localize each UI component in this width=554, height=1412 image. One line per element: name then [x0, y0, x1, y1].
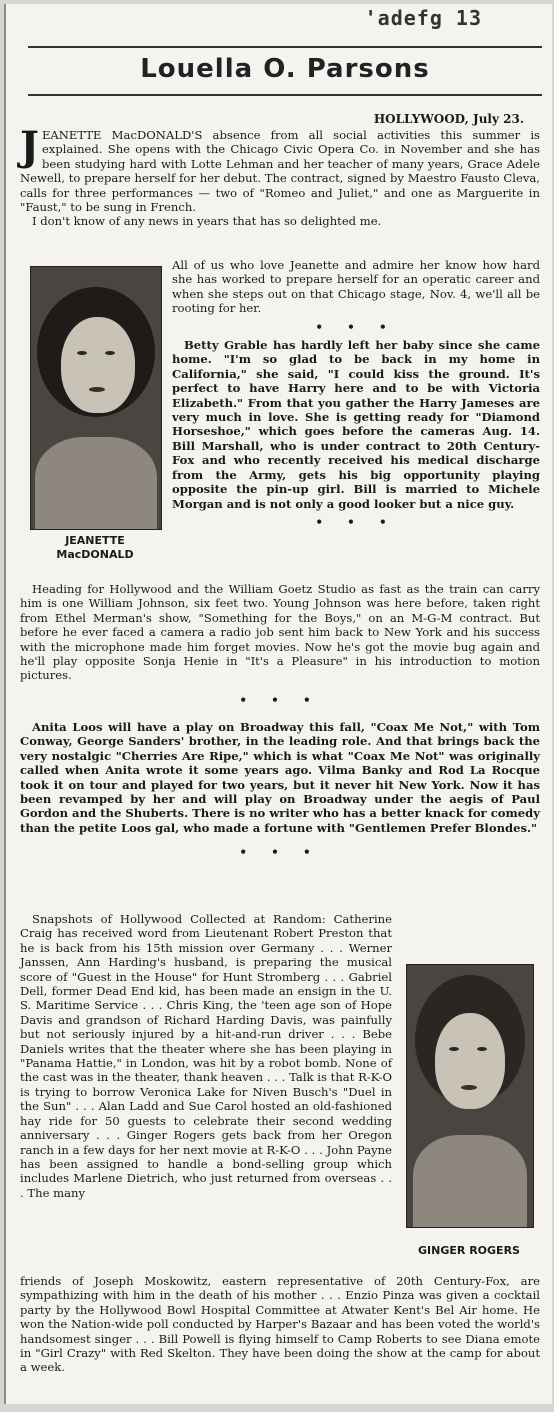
intro-paragraph-2a: I don't know of any news in years that has so delighted me. [32, 214, 382, 229]
loos-paragraph: Anita Loos will have a play on Broadway this fall, "Coax Me Not," with Tom Conway, George Sanders' brother, in the leading role. And that brings back the very nostalgic "Cherries Are Ripe," which is what "Coax Me Not" was originally called when Anita wrote it some years ago. Vilma Banky and Rod La Rocque took it on tour and played for two years, but it never hit New York. Now it has been revamped by her and will play on Broadway under the aegis of Paul Gordon and the Shuberts. There is no writer who has a better knack for comedy than the petite Loos gal, who made a fortune with "Gentlemen Prefer Blondes." [20, 720, 540, 835]
headline-rule [28, 94, 542, 96]
snapshots-continued [20, 1274, 540, 1375]
intro-section [20, 123, 540, 229]
loos-section [20, 720, 540, 864]
grable-paragraph: Betty Grable has hardly left her baby since she came home. "I'm so glad to be back in my home in California," she said, "I could kiss the ground. It's perfect to have Harry here and to be with Victoria Elizabeth." From that you gather the Harry Jameses are very much in love. She is getting ready for "Diamond Horseshoe," which goes before the cameras Aug. 14. Bill Marshall, who is under contract to 20th Century-Fox and who recently received his medical discharge from the Army, gets his big opportunity playing opposite the pin-up girl. Bill is married to Michele Morgan and is not only a good looker but a nice guy. [172, 338, 540, 511]
ginger-rogers-photo [406, 964, 534, 1228]
johnson-section [20, 582, 540, 711]
snapshots-paragraph: Snapshots of Hollywood Collected at Random: Catherine Craig has received word from Lieutenant Robert Preston that he is back from his 15th mission over Germany . . . Werner Janssen, Ann Harding's husband, is preparing the musical score of "Guest in the House" for Hunt Stromberg . . . Gabriel Dell, former Dead End kid, has been made an ensign in the U. S. Maritime Service . . . Chris King, the 'teen age son of Hope Davis and grandson of Richard Harding Davis, was painfully but not seriously injured by a hit-and-run driver . . . Bebe Daniels writes that the theater where she has been playing in "Panama Hattie," in London, was hit by a robot bomb. None of the cast was in the theater, thank heaven . . . Talk is that R-K-O is trying to borrow Veronica Lake for Niven Busch's "Duel in the Sun" . . . Alan Ladd and Sue Carol hosted an old-fashioned hay ride for 50 guests to celebrate their second wedding anniversary . . . Ginger Rogers gets back from her Oregon ranch in a few days for her next movie at R-K-O . . . John Payne has been assigned to handle a bond-selling group which includes Marlene Dietrich, who just returned from overseas . . . The many [20, 912, 392, 1200]
johnson-paragraph: Heading for Hollywood and the William Goetz Studio as fast as the train can carry him is one William Johnson, six feet two. Young Johnson was here before, taken right from Ethel Merman's show, "Something for the Boys," on an M-G-M contract. But before he ever faced a camera a radio job sent him back to New York and his success with the microphone made him forget movies. Now he's got the movie bug again and he'll play opposite Sonja Henie in "It's a Pleasure" in his introduction to motion pictures. [20, 582, 540, 683]
intro-paragraph: JEANETTE MacDONALD'S absence from all social activities this summer is explained. She opens with the Chicago Civic Opera Co. in November and she has been studying hard with Lotte Lehman and her teacher of many years, Grace Adele Newell, to prepare herself for her debut. The contract, signed by Maestro Fausto Cleva, calls for three performances — two of "Romeo and Juliet," and one as Marguerite in "Faust," to be sung in French. [20, 123, 540, 215]
section-separator: • • • [239, 692, 321, 707]
rogers-caption: GINGER ROGERS [418, 1244, 520, 1257]
dateline: HOLLYWOOD, July 23. [373, 112, 524, 126]
top-rule [28, 46, 542, 48]
section-separator: • • • [239, 845, 321, 860]
section-separator: • • • [315, 319, 397, 334]
jeanette-macdonald-photo [30, 266, 162, 530]
page-number: 'adefg 13 [364, 6, 482, 30]
right-column-upper [172, 258, 540, 533]
intro-paragraph-2b: All of us who love Jeanette and admire her know how hard she has worked to prepare herself for an operatic career and when she steps out on that Chicago stage, Nov. 4, we'll all be rooting for her. [172, 258, 540, 316]
column-headline: Louella O. Parsons [140, 54, 430, 84]
section-separator: • • • [315, 514, 397, 529]
drop-cap: J [20, 123, 39, 170]
snapshots-section [20, 912, 392, 1200]
newspaper-page [4, 4, 552, 1404]
macdonald-caption: JEANETTE MacDONALD [56, 534, 134, 561]
snapshots-paragraph-continued: friends of Joseph Moskowitz, eastern representative of 20th Century-Fox, are sympathizing with him in the death of his mother . . . Enzio Pinza was given a cocktail party by the Hollywood Bowl Hospital Committee at Atwater Kent's Bel Air home. He won the Nation-wide poll conducted by Harper's Bazaar and has been voted the world's handsomest singer . . . Bill Powell is flying himself to Camp Roberts to see Diana emote in "Girl Crazy" with Red Skelton. They have been doing the show at the camp for about a week. [20, 1274, 540, 1375]
